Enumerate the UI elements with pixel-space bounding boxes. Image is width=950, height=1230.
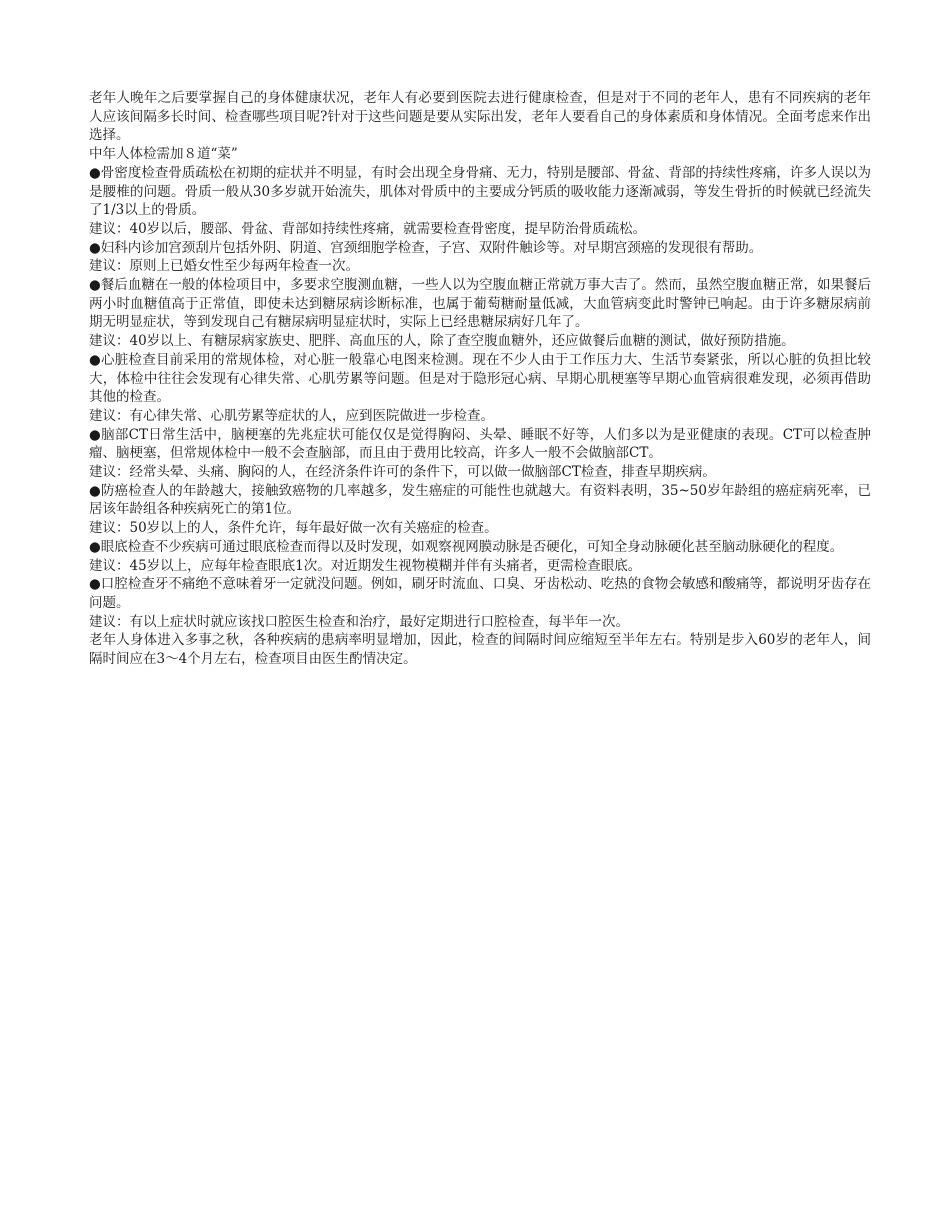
brain-ct-paragraph: ●脑部CT日常生活中，脑梗塞的先兆症状可能仅仅是觉得胸闷、头晕、睡眠不好等，人们多以为是亚健康的表现。CT可以检查肿瘤、脑梗塞，但常规体检中一般不会查脑部，而且由于费用比较高，许多人一般不会做脑部CT。 <box>89 426 871 462</box>
oral-paragraph: ●口腔检查牙不痛绝不意味着牙一定就没问题。例如，刷牙时流血、口臭、牙齿松动、吃热的食物会敏感和酸痛等，都说明牙齿存在问题。 <box>89 576 871 611</box>
brain-ct-advice: 建议：经常头晕、头痛、胸闷的人，在经济条件许可的条件下，可以做一做脑部CT检查，排查早期疾病。 <box>89 464 716 481</box>
cancer-advice: 建议：50岁以上的人，条件允许，每年最好做一次有关癌症的检查。 <box>89 520 498 537</box>
section-heading: 中年人体检需加８道“菜” <box>89 146 238 163</box>
blood-sugar-advice: 建议：40岁以上、有糖尿病家族史、肥胖、高血压的人，除了查空腹血糖外，还应做餐后血糖的测试，做好预防措施。 <box>89 333 795 350</box>
gynecology-advice: 建议：原则上已婚女性至少每两年检查一次。 <box>89 258 359 275</box>
heart-advice: 建议：有心律失常、心肌劳累等症状的人，应到医院做进一步检查。 <box>89 407 494 424</box>
closing-paragraph: 老年人身体进入多事之秋，各种疾病的患病率明显增加，因此，检查的间隔时间应缩短至半年左右。特别是步入60岁的老年人，间隔时间应在3～4个月左右，检查项目由医生酌情决定。 <box>89 632 871 668</box>
fundus-advice: 建议：45岁以上，应每年检查眼底1次。对近期发生视物模糊并伴有头痛者，更需检查眼底。 <box>89 557 642 574</box>
bone-density-paragraph: ●骨密度检查骨质疏松在初期的症状并不明显，有时会出现全身骨痛、无力，特别是腰部、骨盆、背部的持续性疼痛，许多人误以为是腰椎的问题。骨质一般从30多岁就开始流失，肌体对骨质中的主要成分钙质的吸收能力逐渐减弱，等发生骨折的时候就已经流失了1/3以上的骨质。 <box>89 164 871 219</box>
cancer-paragraph: ●防癌检查人的年龄越大，接触致癌物的几率越多，发生癌症的可能性也就越大。有资料表明，35~50岁年龄组的癌症病死率，已居该年龄组各种疾病死亡的第1位。 <box>89 482 871 518</box>
gynecology-paragraph: ●妇科内诊加宫颈刮片包括外阴、阴道、宫颈细胞学检查，子宫、双附件触诊等。对早期宫颈癌的发现很有帮助。 <box>89 239 763 256</box>
fundus-paragraph: ●眼底检查不少疾病可通过眼底检查而得以及时发现，如观察视网膜动脉是否硬化，可知全身动脉硬化甚至脑动脉硬化的程度。 <box>89 538 844 555</box>
intro-paragraph: 老年人晚年之后要掌握自己的身体健康状况，老年人有必要到医院去进行健康检查，但是对于不同的老年人，患有不同疾病的老年人应该间隔多长时间、检查哪些项目呢?针对于这些问题是要从实际出发，老年人要看自己的身体素质和身体情况。全面考虑来作出选择。 <box>89 90 871 144</box>
document-body <box>89 89 871 669</box>
oral-advice: 建议：有以上症状时就应该找口腔医生检查和治疗，最好定期进行口腔检查，每半年一次。 <box>89 613 629 630</box>
blood-sugar-paragraph: ●餐后血糖在一般的体检项目中，多要求空腹测血糖，一些人以为空腹血糖正常就万事大吉了。然而，虽然空腹血糖正常，如果餐后两小时血糖值高于正常值，即使未达到糖尿病诊断标准，也属于葡萄糖耐量低减，大血管病变此时警钟已响起。由于许多糖尿病前期无明显症状，等到发现自己有糖尿病明显症状时，实际上已经患糖尿病好几年了。 <box>89 277 871 331</box>
heart-paragraph: ●心脏检查目前采用的常规体检，对心脏一般靠心电图来检测。现在不少人由于工作压力大、生活节奏紧张，所以心脏的负担比较大，体检中往往会发现有心律失常、心肌劳累等问题。但是对于隐形冠心病、早期心肌梗塞等早期心血管病很难发现，必须再借助其他的检查。 <box>89 351 871 406</box>
bone-density-advice: 建议：40岁以后，腰部、骨盆、背部如持续性疼痛，就需要检查骨密度，提早防治骨质疏松。 <box>89 220 647 237</box>
